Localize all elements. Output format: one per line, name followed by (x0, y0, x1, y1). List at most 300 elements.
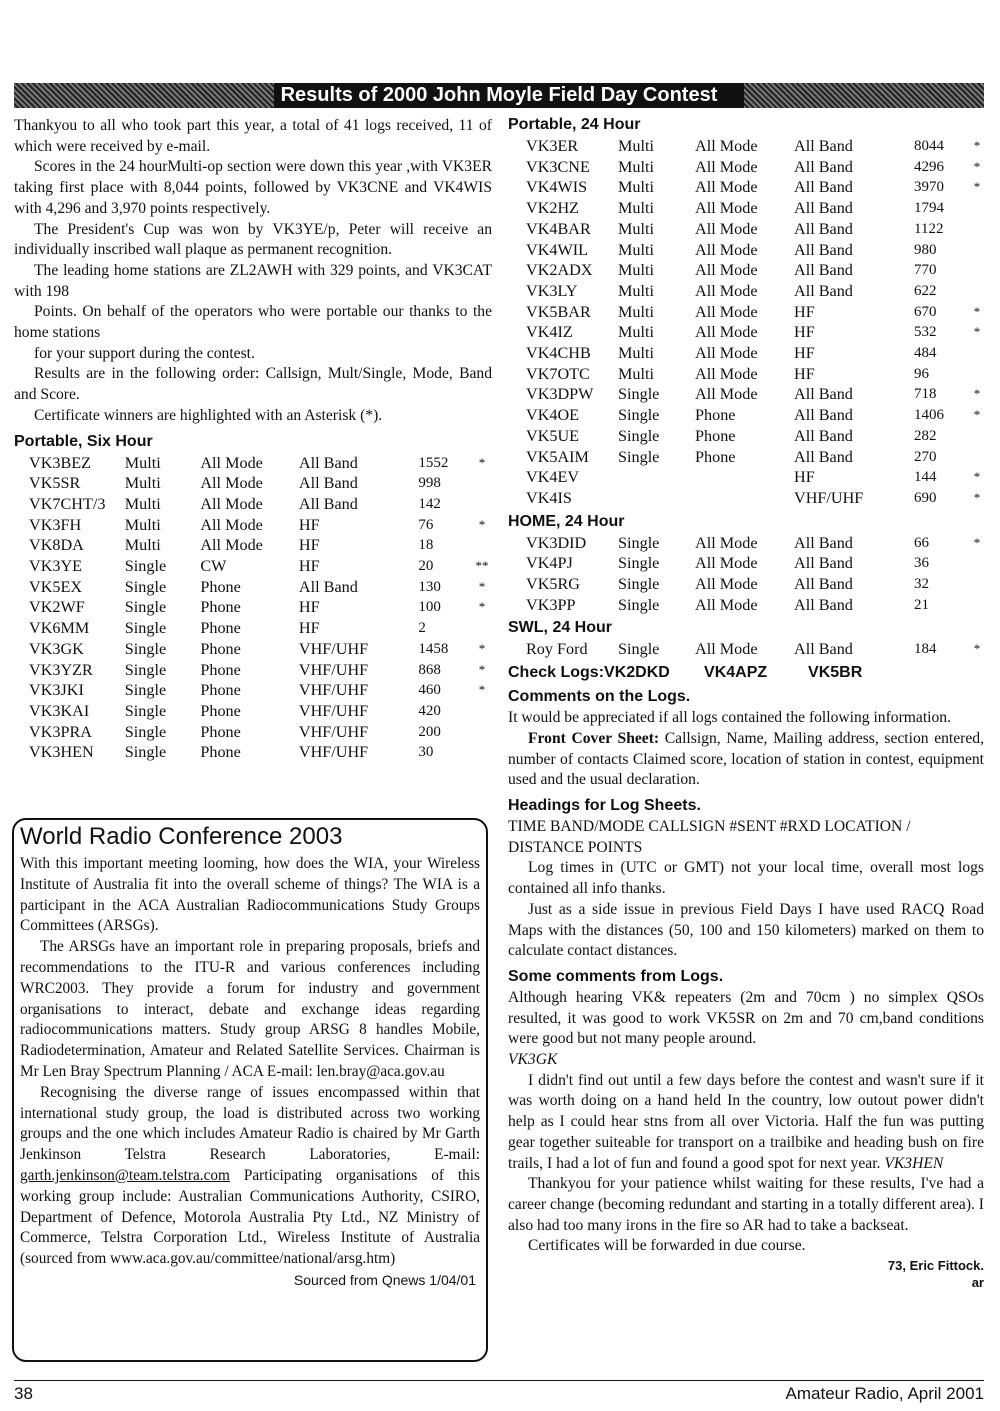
certificate-mark (970, 219, 984, 240)
mode-cell: All Mode (695, 323, 758, 342)
mode-cell: All Mode (695, 364, 758, 383)
mode-cell: All Mode (695, 157, 758, 176)
mode-cell: Phone (200, 660, 241, 679)
certificate-mark: * (973, 407, 981, 423)
home-24-hour-table (526, 533, 984, 616)
score-cell: 1458 (418, 640, 449, 657)
intro-paragraph: Scores in the 24 hourMulti-op section were down this year ,with VK3ER taking first place with 8,044 points, followed by VK3CNE and VK4WIS with 4,296 and 3,970 points respectively. (14, 158, 492, 217)
log-comment-signature (508, 1050, 984, 1071)
closing-paragraph: Certificates will be forwarded in due course. (528, 1237, 806, 1255)
category-cell: Multi (124, 536, 161, 555)
category-cell: Single (618, 447, 660, 466)
certificate-mark: * (973, 469, 981, 485)
result-row (526, 467, 984, 488)
result-row (526, 639, 984, 660)
log-comment (508, 1071, 984, 1175)
result-row (29, 618, 492, 639)
category-cell: Multi (124, 453, 161, 472)
band-cell: All Band (794, 137, 853, 155)
wrc-source: Sourced from Qnews 1/04/01 (293, 1271, 476, 1288)
band-cell: HF (794, 468, 815, 487)
result-row (526, 302, 984, 323)
score-cell: 130 (418, 578, 441, 595)
band-cell: All Band (298, 474, 358, 493)
band-cell: All Band (794, 219, 853, 238)
score-cell: 484 (914, 345, 937, 362)
result-row (526, 219, 984, 240)
band-cell: HF (794, 323, 815, 342)
check-logs-label: Check Logs: (508, 664, 605, 682)
callsign-cell: VK3ER (526, 137, 579, 155)
score-cell: 144 (914, 469, 937, 486)
band-cell: HF (794, 364, 815, 383)
mode-cell: Phone (200, 639, 241, 658)
result-row (526, 405, 984, 426)
callsign-cell: VK5SR (29, 474, 81, 493)
callsign-cell: VK3YZR (29, 660, 93, 679)
category-cell: Multi (124, 515, 161, 534)
certificate-mark: ** (475, 558, 489, 574)
home-24-hour-heading: HOME, 24 Hour (508, 512, 625, 530)
score-cell: 532 (914, 324, 937, 341)
certificate-mark (472, 494, 492, 515)
category-cell: Single (618, 575, 660, 594)
banner-shading-left (14, 83, 274, 108)
certificate-mark (970, 364, 984, 385)
category-cell: Single (618, 554, 660, 573)
category-cell: Multi (124, 494, 161, 513)
category-cell: Single (124, 701, 167, 720)
score-cell: 76 (418, 516, 434, 533)
category-cell: Multi (618, 261, 654, 280)
mode-cell: Phone (200, 577, 241, 596)
callsign-cell: VK3JKI (29, 681, 84, 700)
callsign-cell: VK3BEZ (29, 453, 92, 472)
certificate-mark (970, 595, 984, 616)
callsign-cell: VK5EX (29, 577, 83, 596)
closing-paragraph: Thankyou for your patience whilst waiting for these results, I've had a career change (becoming redundant and starting in a totally different area). I also had too many irons in the fire so AR had to take a backseat. (508, 1175, 984, 1234)
category-cell: Multi (618, 344, 654, 363)
callsign-cell: VK4IS (526, 488, 572, 507)
result-row (526, 240, 984, 261)
band-cell: All Band (794, 157, 853, 176)
check-log-call: VK4APZ (704, 664, 768, 682)
callsign-cell: VK5RG (526, 575, 580, 594)
mode-cell: All Mode (200, 453, 263, 472)
score-cell: 670 (914, 303, 937, 320)
mode-cell: Phone (200, 722, 241, 741)
band-cell: All Band (794, 554, 853, 573)
callsign-cell: VK4WIL (526, 240, 589, 259)
result-row (29, 639, 492, 660)
mode-cell: All Mode (695, 640, 758, 659)
category-cell: Single (124, 660, 167, 679)
mode-cell: All Mode (695, 137, 758, 155)
score-cell: 20 (418, 558, 434, 575)
score-cell: 66 (914, 534, 929, 551)
wrc-text: Recognising the diverse range of issues encompassed within that international study group, the load is distributed across two working groups and the one which includes Amateur Radio is chaired by Mr Garth Jenkinson Telstra Research Laboratories, E-mail: (20, 1083, 480, 1164)
category-cell: Multi (124, 474, 161, 493)
mode-cell: Phone (200, 598, 241, 617)
portable-six-hour-table (29, 453, 492, 764)
signature-vk3hen: VK3HEN (884, 1154, 944, 1172)
score-cell: 460 (418, 682, 441, 699)
front-cover-label: Front Cover Sheet: (528, 729, 660, 747)
result-row (29, 494, 492, 515)
left-column (14, 116, 492, 763)
score-cell: 184 (914, 641, 937, 658)
callsign-cell: VK4CHB (526, 344, 591, 363)
result-row (526, 281, 984, 302)
band-cell: All Band (794, 240, 853, 259)
swl-24-hour-table (526, 639, 984, 660)
category-cell: Multi (618, 157, 654, 176)
mode-cell: All Mode (200, 494, 263, 513)
band-cell: All Band (298, 453, 358, 472)
category-cell: Single (618, 406, 660, 425)
certificate-mark (970, 343, 984, 364)
mode-cell: All Mode (695, 240, 758, 259)
intro-paragraph: Thankyou to all who took part this year, a total of 41 logs received, 11 of which were received by e-mail. (14, 117, 492, 155)
certificate-mark (472, 722, 492, 743)
certificate-mark: * (478, 640, 486, 656)
result-row (526, 322, 984, 343)
score-cell: 622 (914, 282, 937, 299)
portable-24-hour-table (526, 136, 984, 509)
score-cell: 868 (418, 661, 441, 678)
band-cell: VHF/UHF (298, 660, 369, 679)
certificate-mark (472, 742, 492, 763)
result-row (526, 574, 984, 595)
certificate-mark: * (478, 578, 486, 594)
certificate-mark (970, 260, 984, 281)
callsign-cell: VK3HEN (29, 743, 94, 762)
check-log-call: VK5BR (808, 664, 863, 682)
category-cell: Single (618, 426, 660, 445)
score-cell: 100 (418, 599, 441, 616)
portable-24-hour-heading: Portable, 24 Hour (508, 116, 641, 133)
callsign-cell: VK4EV (526, 468, 580, 487)
score-cell: 18 (418, 537, 434, 554)
callsign-cell: VK2WF (29, 598, 85, 617)
intro-paragraph: Points. On behalf of the operators who were portable our thanks to the home stations (14, 303, 492, 342)
intro-paragraph: for your support during the contest. (34, 344, 255, 362)
callsign-cell: VK3GK (29, 639, 84, 658)
certificate-mark: * (973, 489, 981, 505)
certificate-mark: * (973, 641, 981, 657)
category-cell: Single (618, 595, 660, 614)
certificate-mark (970, 553, 984, 574)
score-cell: 1552 (418, 454, 449, 471)
score-cell: 21 (914, 596, 929, 613)
intro-paragraph: Results are in the following order: Callsign, Mult/Single, Mode, Band and Score. (14, 365, 492, 404)
band-cell: VHF/UHF (298, 639, 369, 658)
result-row (29, 680, 492, 701)
score-cell: 270 (914, 448, 937, 465)
certificate-mark (472, 473, 492, 494)
result-row (526, 157, 984, 178)
category-cell: Single (124, 577, 167, 596)
mode-cell: CW (200, 557, 227, 576)
mode-cell: Phone (200, 619, 241, 638)
score-cell: 690 (914, 489, 937, 506)
score-cell: 8044 (914, 138, 944, 154)
certificate-mark (472, 535, 492, 556)
category-cell: Single (124, 598, 167, 617)
headings-paragraph: Log times in (UTC or GMT) not your local time, overall most logs contained all info thanks. (508, 859, 984, 898)
callsign-cell: VK2ADX (526, 261, 593, 280)
band-cell: All Band (298, 577, 358, 596)
callsign-cell: VK4BAR (526, 219, 591, 238)
score-cell: 1794 (914, 200, 944, 217)
certificate-mark (970, 574, 984, 595)
mode-cell (695, 488, 794, 509)
footer-rule (14, 1380, 984, 1381)
mode-cell: All Mode (695, 261, 758, 280)
log-comment: Although hearing VK& repeaters (2m and 70cm ) no simplex QSOs resulted, it was good to work VK5SR on 2m and 70 cm,band conditions were good but not many people around. (508, 988, 984, 1048)
band-cell: VHF/UHF (298, 743, 369, 762)
callsign-cell: Roy Ford (526, 640, 588, 659)
band-cell: VHF/UHF (298, 722, 369, 741)
mode-cell: All Mode (695, 219, 758, 238)
callsign-cell: VK7CHT/3 (29, 494, 106, 513)
score-cell: 142 (418, 495, 441, 512)
category-cell: Multi (618, 178, 654, 197)
certificate-mark: * (973, 138, 981, 153)
band-cell: All Band (794, 406, 853, 425)
band-cell: All Band (794, 426, 853, 445)
wrc-paragraph: The ARSGs have an important role in preparing proposals, briefs and recommendations to the ITU-R and various conferences including WRC2003. They provide a forum for industry and government organisations to interact, debate and exchange ideas regarding radiocommunications matters. Study group ARSG 8 handles Mobile, Radiodetermination, Amateur and Related Satellite Services. Chairman is Mr Len Bray Spectrum Planning / ACA E-mail: len.bray@aca.gov.au (20, 938, 480, 1080)
certificate-mark (970, 240, 984, 261)
category-cell: Multi (618, 281, 654, 300)
page-banner (14, 83, 984, 108)
front-cover-text: Callsign, Name, Mailing address, section entered, number of contacts Claimed score, location of station in contest, equipment used and the usual declaration. (508, 729, 984, 789)
intro-paragraph: The President's Cup was won by VK3YE/p, Peter will receive an individually inscribed wall plaque as permanent recognition. (14, 220, 492, 259)
certificate-mark (970, 426, 984, 447)
banner-shading-right (744, 83, 984, 108)
result-row (29, 515, 492, 536)
score-cell: 32 (914, 576, 929, 593)
band-cell: HF (298, 598, 320, 617)
intro-paragraph: Certificate winners are highlighted with an Asterisk (*). (34, 406, 383, 424)
category-cell: Single (124, 681, 167, 700)
result-row (29, 535, 492, 556)
callsign-cell: VK3LY (526, 281, 578, 300)
result-row (29, 660, 492, 681)
score-cell: 770 (914, 262, 937, 279)
right-column (508, 114, 984, 1291)
result-row (29, 722, 492, 743)
score-cell: 998 (418, 475, 441, 492)
callsign-cell: VK5UE (526, 426, 580, 445)
result-row (29, 577, 492, 598)
band-cell: HF (794, 302, 815, 321)
wrc-text: Participating organisations of this working group include: Australian Communications Authority, CSIRO, Department of Defence, Motorola Australia Pty Ltd., NZ Ministry of Commerce, Telstra Corporation Ltd., Wireless Institute of Australia (sourced from www.aca.gov.au/committee/national/arsg.htm) (20, 1166, 481, 1268)
score-cell: 1406 (914, 407, 944, 424)
score-cell: 36 (914, 555, 929, 572)
mode-cell: All Mode (695, 595, 758, 614)
result-row (526, 447, 984, 468)
signoff: 73, Eric Fittock. (887, 1258, 984, 1274)
callsign-cell: VK7OTC (526, 364, 590, 383)
mode-cell: All Mode (695, 533, 758, 552)
band-cell: VHF/UHF (298, 701, 369, 720)
result-row (526, 198, 984, 219)
score-cell: 1122 (914, 220, 944, 237)
result-row (29, 742, 492, 763)
certificate-mark: * (973, 179, 981, 195)
certificate-mark: * (973, 534, 981, 550)
banner-title: Results of 2000 John Moyle Field Day Contest (280, 84, 718, 106)
callsign-cell: VK5BAR (526, 302, 591, 321)
score-cell: 4296 (914, 158, 944, 175)
certificate-mark: * (478, 454, 486, 470)
mode-cell: Phone (200, 701, 241, 720)
signature-vk3gk: VK3GK (508, 1051, 558, 1069)
band-cell: HF (298, 515, 320, 534)
certificate-mark: * (478, 682, 486, 698)
result-row (526, 136, 984, 157)
mode-cell: Phone (695, 406, 736, 425)
score-cell: 980 (914, 241, 937, 258)
band-cell: All Band (794, 447, 853, 466)
callsign-cell: VK3CNE (526, 157, 590, 176)
certificate-mark (970, 198, 984, 219)
wrc-box (12, 818, 488, 1362)
category-cell: Single (124, 722, 167, 741)
mode-cell: Phone (200, 743, 241, 762)
callsign-cell: VK3PRA (29, 722, 92, 741)
wrc-title: World Radio Conference 2003 (20, 823, 343, 850)
category-cell (618, 467, 695, 488)
callsign-cell: VK5AIM (526, 447, 589, 466)
score-cell: 420 (418, 702, 441, 719)
result-row (526, 384, 984, 405)
email-link[interactable]: garth.jenkinson@team.telstra.com (20, 1166, 230, 1184)
callsign-cell: VK4OE (526, 406, 580, 425)
log-sheet-columns: TIME BAND/MODE CALLSIGN #SENT #RXD LOCATION / DISTANCE POINTS (508, 817, 911, 856)
band-cell: HF (298, 557, 320, 576)
mode-cell: All Mode (695, 344, 758, 363)
band-cell: All Band (794, 533, 853, 552)
callsign-cell: VK4WIS (526, 178, 588, 197)
result-row (526, 488, 984, 509)
callsign-cell: VK2HZ (526, 199, 580, 218)
certificate-mark: * (478, 599, 486, 615)
score-cell: 2 (418, 620, 426, 637)
category-cell: Multi (618, 240, 654, 259)
mode-cell: All Mode (695, 302, 758, 321)
mode-cell: Phone (200, 681, 241, 700)
result-row (29, 473, 492, 494)
check-logs (508, 660, 984, 686)
certificate-mark: * (478, 516, 486, 532)
result-row (526, 364, 984, 385)
callsign-cell: VK8DA (29, 536, 84, 555)
category-cell: Single (618, 385, 660, 404)
band-cell: All Band (794, 261, 853, 280)
callsign-cell: VK6MM (29, 619, 90, 638)
callsign-cell: VK3DID (526, 533, 587, 552)
category-cell: Multi (618, 364, 654, 383)
result-row (29, 597, 492, 618)
intro-paragraph: The leading home stations are ZL2AWH with 329 points, and VK3CAT with 198 (14, 261, 492, 300)
result-row (29, 453, 492, 474)
score-cell: 3970 (914, 179, 944, 196)
mode-cell: All Mode (695, 575, 758, 594)
category-cell: Single (124, 557, 167, 576)
category-cell: Single (124, 743, 167, 762)
score-cell: 282 (914, 427, 937, 444)
category-cell: Single (618, 640, 660, 659)
mode-cell: All Mode (200, 536, 263, 555)
comments-paragraph: It would be appreciated if all logs contained the following information. (508, 709, 951, 727)
band-cell: All Band (794, 385, 853, 404)
band-cell: All Band (298, 494, 358, 513)
comments-heading: Comments on the Logs. (508, 688, 691, 706)
score-cell: 96 (914, 365, 929, 382)
result-row (526, 343, 984, 364)
mode-cell: All Mode (695, 199, 758, 218)
mode-cell: All Mode (695, 178, 758, 197)
callsign-cell: VK4PJ (526, 554, 573, 573)
ar-mark: ar (971, 1275, 984, 1291)
band-cell: All Band (794, 575, 853, 594)
certificate-mark: * (478, 661, 486, 677)
result-row (526, 260, 984, 281)
band-cell: All Band (794, 281, 853, 300)
band-cell: All Band (794, 595, 853, 614)
callsign-cell: VK3KAI (29, 701, 90, 720)
score-cell: 30 (418, 744, 434, 761)
result-row (526, 533, 984, 554)
callsign-cell: VK3PP (526, 595, 576, 614)
band-cell: HF (794, 344, 815, 363)
log-comment-text: I didn't find out until a few days before the contest and wasn't sure if it was worth doing on a hand held In the country, low outout power didn't help as I could hear stns from all over Victoria. Half the fun was putting gear together suiteable for transport on a trailbike and heading bush on fire trails, I had a lot of fun and found a good spot for next year. (508, 1071, 984, 1172)
wrc-paragraph (20, 1083, 480, 1270)
headings-paragraph: Just as a side issue in previous Field Days I have used RACQ Road Maps with the distances (50, 100 and 150 kilometers) marked on them to calculate contact distances. (508, 900, 984, 960)
mode-cell: All Mode (695, 554, 758, 573)
category-cell: Single (124, 639, 167, 658)
band-cell: VHF/UHF (298, 681, 369, 700)
page-number: 38 (14, 1384, 33, 1403)
category-cell (618, 488, 695, 509)
result-row (526, 426, 984, 447)
mode-cell: All Mode (200, 515, 263, 534)
some-comments-heading: Some comments from Logs. (508, 967, 724, 985)
mode-cell: Phone (695, 426, 736, 445)
swl-24-hour-heading: SWL, 24 Hour (508, 619, 613, 637)
band-cell: All Band (794, 199, 853, 218)
category-cell: Multi (618, 219, 654, 238)
certificate-mark (472, 701, 492, 722)
band-cell: VHF/UHF (794, 488, 864, 507)
category-cell: Multi (618, 302, 654, 321)
category-cell: Single (618, 533, 660, 552)
callsign-cell: VK3FH (29, 515, 82, 534)
band-cell: HF (298, 536, 320, 555)
category-cell: Multi (618, 199, 654, 218)
result-row (526, 177, 984, 198)
mode-cell: Phone (695, 447, 736, 466)
certificate-mark: * (973, 386, 981, 402)
certificate-mark (472, 618, 492, 639)
result-row (526, 595, 984, 616)
wrc-paragraph: With this important meeting looming, how does the WIA, your Wireless Institute of Australia fit into the overall scheme of things? The WIA is a participant in the ACA Australian Radiocommunications Study Groups Committees (ARSGs). (20, 855, 480, 935)
band-cell: All Band (794, 178, 853, 197)
front-cover-paragraph (508, 729, 984, 791)
check-log-call: VK2DKD (604, 664, 670, 682)
